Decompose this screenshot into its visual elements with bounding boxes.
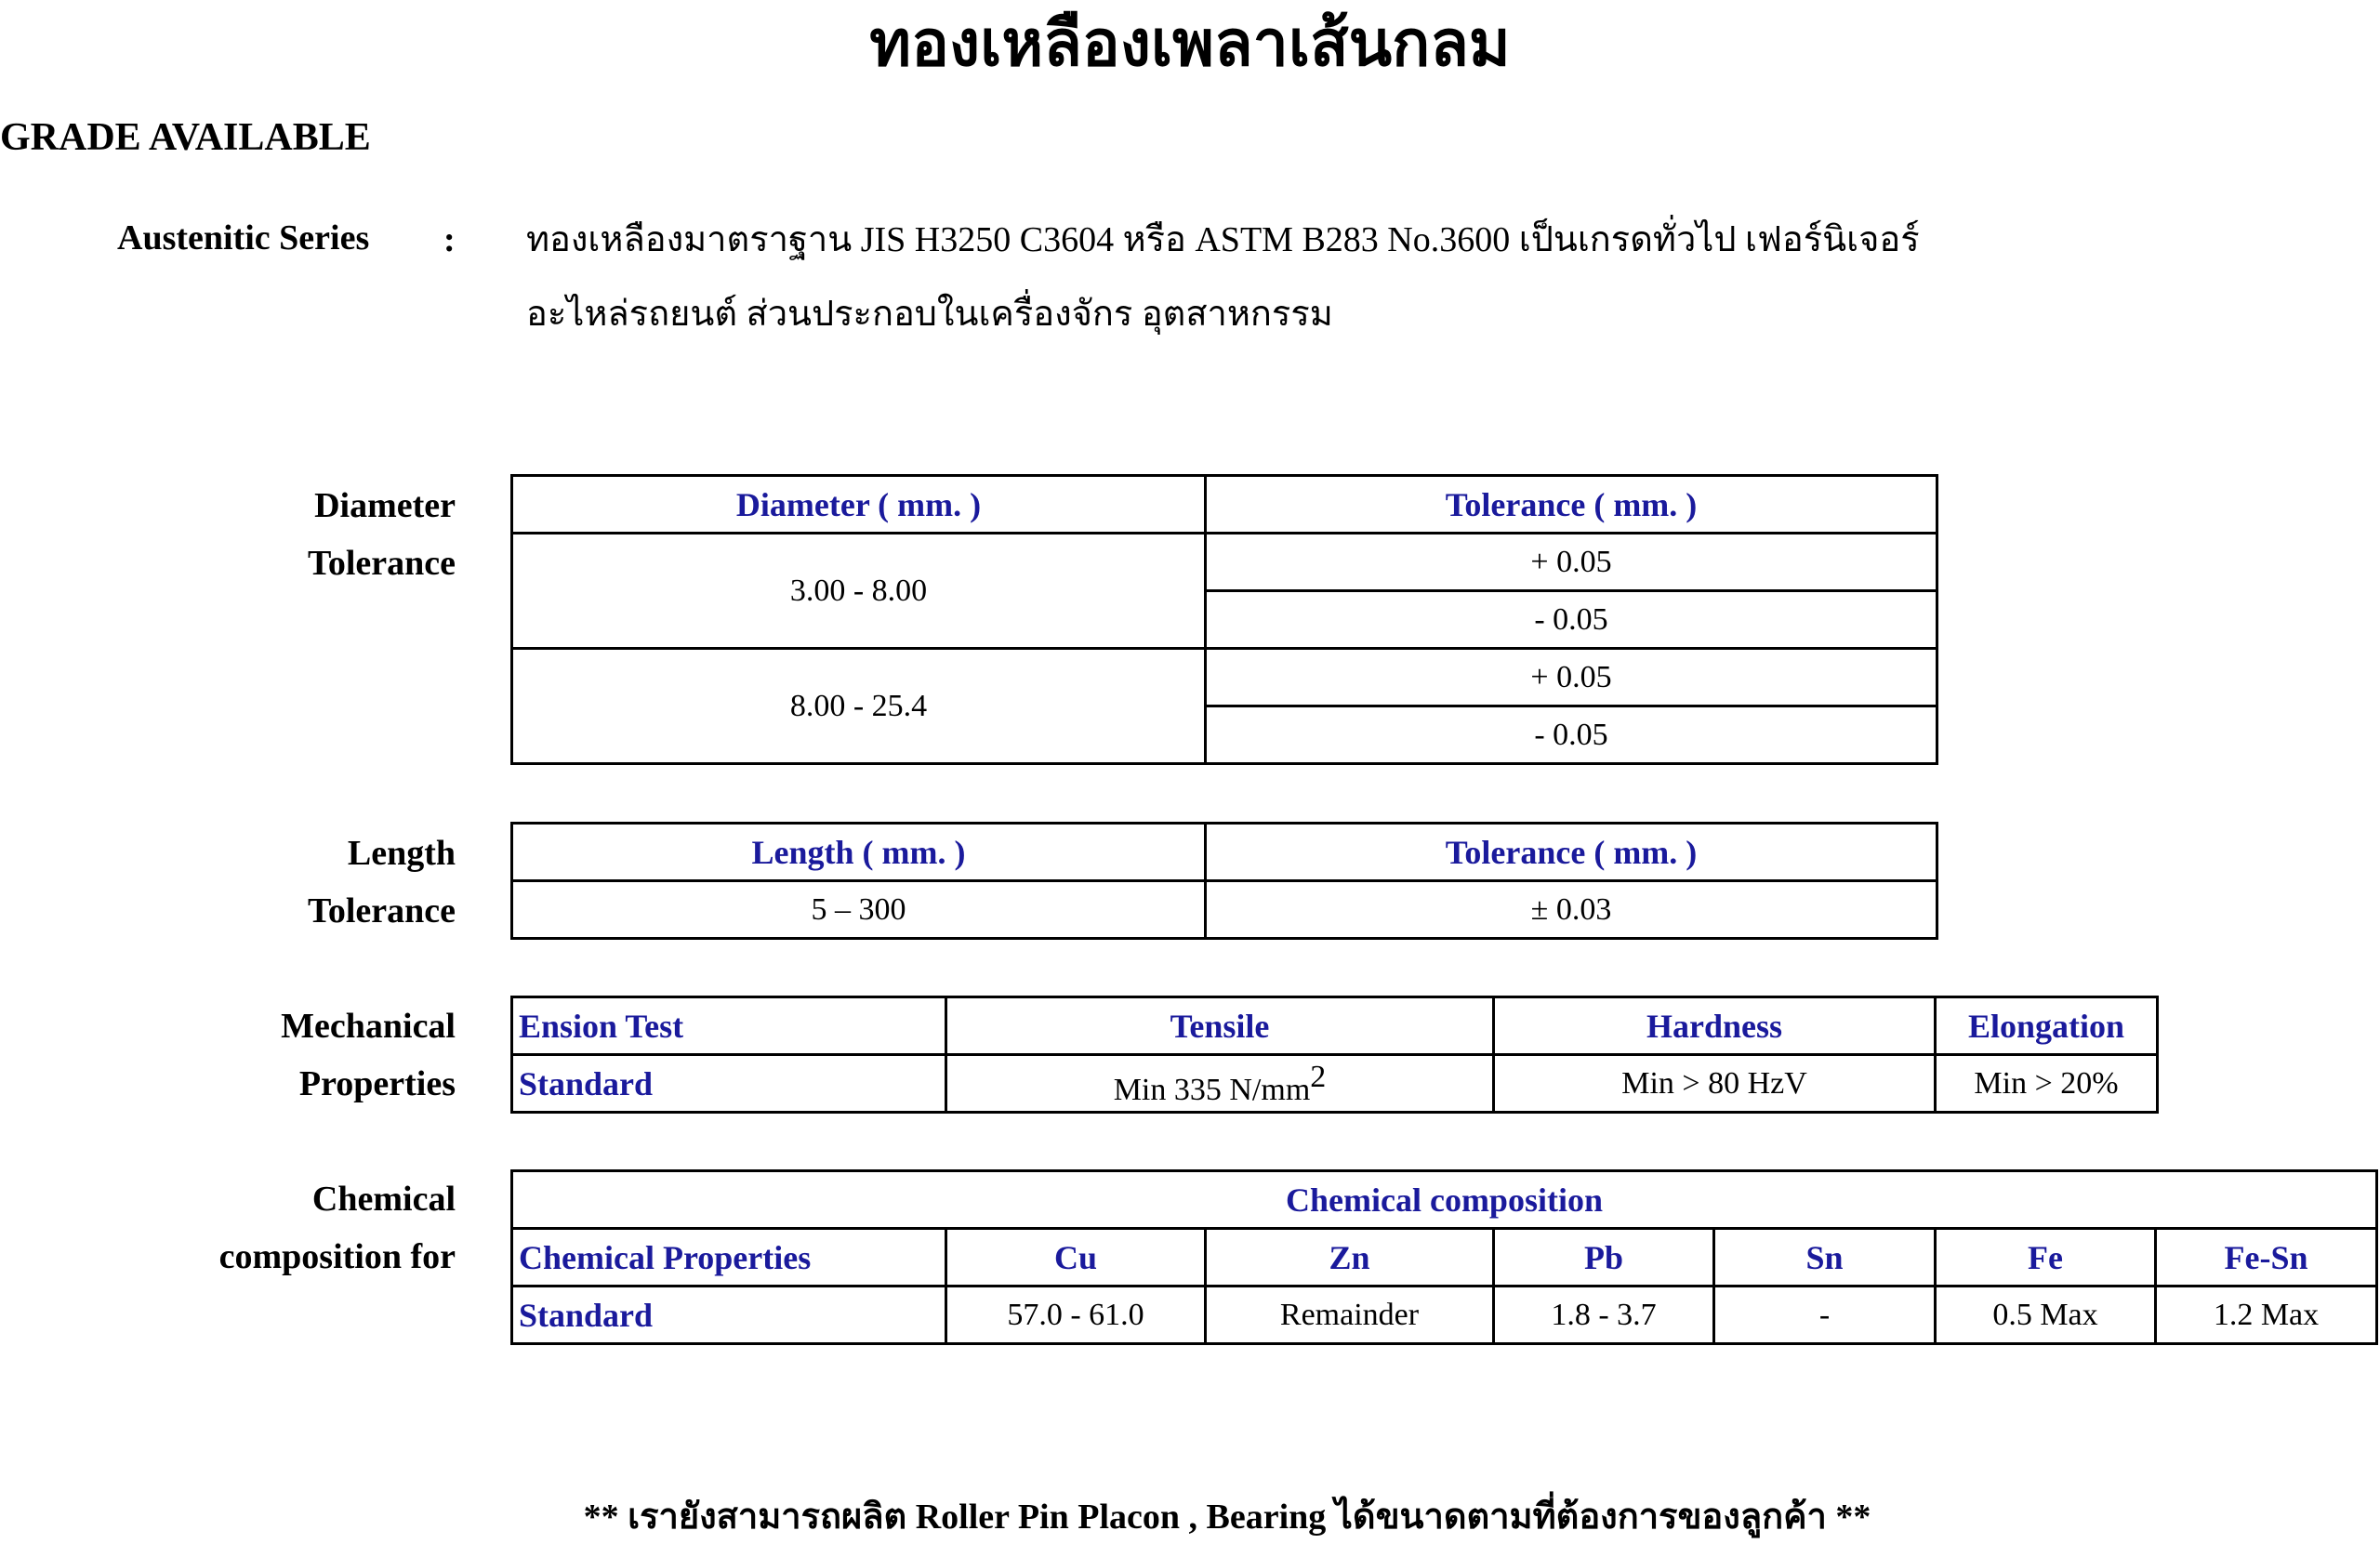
mech-tensile-value xyxy=(946,1055,1494,1113)
series-description-line1: ทองเหลืองมาตราฐาน JIS H3250 C3604 หรือ ASTM B283 No.3600 เป็นเกรดทั่วไป เฟอร์นิเจอร์ xyxy=(526,220,1920,259)
series-label: Austenitic Series xyxy=(117,218,370,257)
mech-header-tensile: Tensile xyxy=(946,997,1494,1055)
length-tolerance-cell: ± 0.03 xyxy=(1206,881,1937,939)
chem-value-fe: 0.5 Max xyxy=(1936,1287,2156,1344)
tolerance-col-header: Tolerance ( mm. ) xyxy=(1206,476,1937,534)
length-tolerance-col-header: Tolerance ( mm. ) xyxy=(1206,824,1937,881)
page-title: ทองเหลืองเพลาเส้นกลม xyxy=(869,8,1511,79)
mech-elongation-value: Min > 20% xyxy=(1936,1055,2158,1113)
length-tolerance-table xyxy=(510,822,1938,940)
tolerance-minus-cell: - 0.05 xyxy=(1206,706,1937,764)
length-label-line1: Length xyxy=(347,834,456,873)
mechanical-label-line1: Mechanical xyxy=(281,1007,456,1046)
mech-hardness-value: Min > 80 HzV xyxy=(1494,1055,1936,1113)
mechanical-label-line2: Properties xyxy=(298,1064,456,1103)
grade-heading: GRADE AVAILABLE xyxy=(0,116,371,159)
chemical-composition-title: Chemical composition xyxy=(512,1171,2377,1229)
chemical-composition-table xyxy=(510,1169,2378,1345)
length-value-cell: 5 – 300 xyxy=(512,881,1206,939)
diameter-col-header: Diameter ( mm. ) xyxy=(512,476,1206,534)
chem-element-sn: Sn xyxy=(1714,1229,1936,1287)
tolerance-plus-cell: + 0.05 xyxy=(1206,534,1937,591)
length-col-header: Length ( mm. ) xyxy=(512,824,1206,881)
diameter-range-cell: 8.00 - 25.4 xyxy=(512,649,1206,764)
mech-header-hardness: Hardness xyxy=(1494,997,1936,1055)
mechanical-properties-table xyxy=(510,996,2159,1114)
chem-element-pb: Pb xyxy=(1494,1229,1714,1287)
footer-note: ** เรายังสามารถผลิต Roller Pin Placon , Bearing ได้ขนาดตามที่ต้องการของลูกค้า ** xyxy=(583,1498,1871,1537)
mech-header-elongation: Elongation xyxy=(1936,997,2158,1055)
chem-row-standard-label: Standard xyxy=(512,1287,946,1344)
chemical-label-line1: Chemical xyxy=(311,1180,456,1219)
series-description-line2: อะไหล่รถยนต์ ส่วนประกอบในเครื่องจักร อุตสาหกรรม xyxy=(526,295,1333,334)
mech-header-ension-test: Ension Test xyxy=(512,997,946,1055)
chem-element-cu: Cu xyxy=(946,1229,1206,1287)
tensile-text: Min 335 N/mm xyxy=(1113,1072,1311,1107)
chem-value-zn: Remainder xyxy=(1206,1287,1494,1344)
chem-value-cu: 57.0 - 61.0 xyxy=(946,1287,1206,1344)
chem-value-sn: - xyxy=(1714,1287,1936,1344)
chem-element-zn: Zn xyxy=(1206,1229,1494,1287)
tolerance-plus-cell: + 0.05 xyxy=(1206,649,1937,706)
diameter-label-line1: Diameter xyxy=(314,486,456,525)
chem-element-fe: Fe xyxy=(1936,1229,2156,1287)
chem-row-header: Chemical Properties xyxy=(512,1229,946,1287)
diameter-range-cell: 3.00 - 8.00 xyxy=(512,534,1206,649)
mech-row-standard-label: Standard xyxy=(512,1055,946,1113)
chemical-label-line2: composition for xyxy=(218,1237,456,1276)
chem-value-fe-sn: 1.2 Max xyxy=(2156,1287,2377,1344)
length-label-line2: Tolerance xyxy=(307,891,456,930)
tensile-superscript: 2 xyxy=(1310,1059,1327,1094)
series-colon: : xyxy=(443,220,456,259)
chem-value-pb: 1.8 - 3.7 xyxy=(1494,1287,1714,1344)
chem-element-fe-sn: Fe-Sn xyxy=(2156,1229,2377,1287)
tolerance-minus-cell: - 0.05 xyxy=(1206,591,1937,649)
diameter-tolerance-table xyxy=(510,474,1938,765)
diameter-label-line2: Tolerance xyxy=(307,544,456,583)
